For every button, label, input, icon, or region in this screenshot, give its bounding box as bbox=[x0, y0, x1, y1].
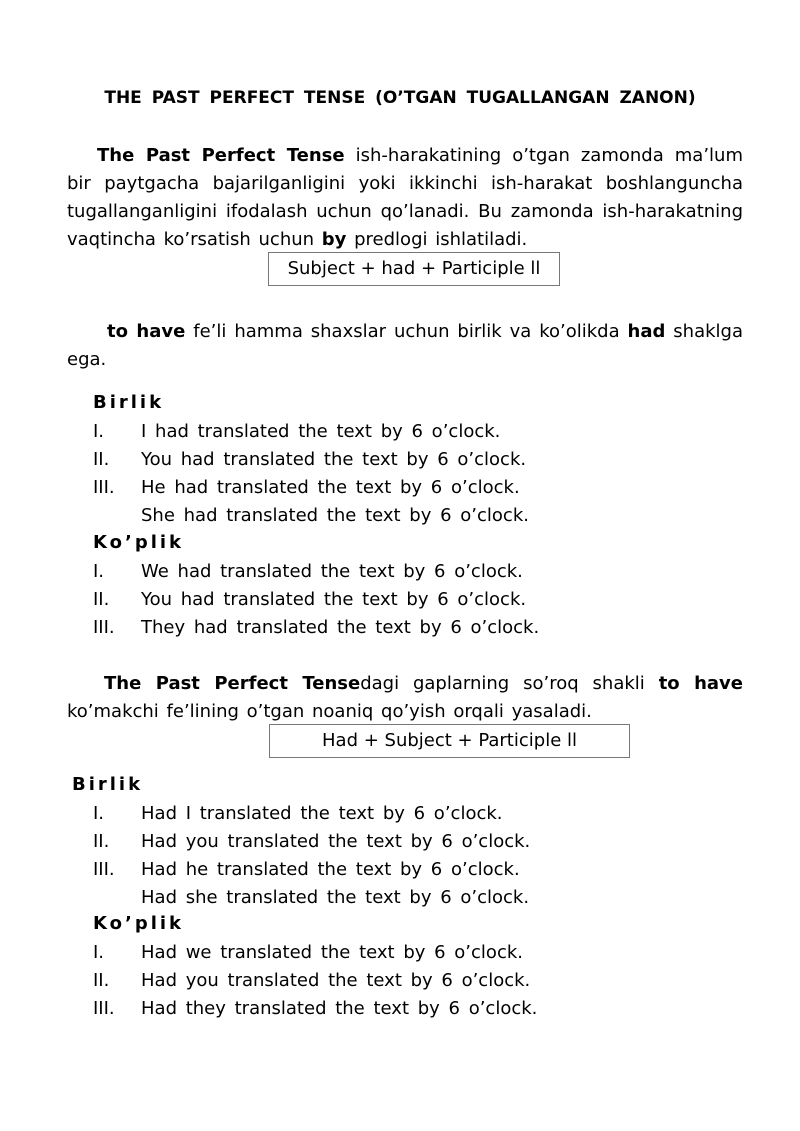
intro-bold-lead: The Past Perfect Tense bbox=[97, 145, 345, 166]
question-singular-heading: Birlik bbox=[72, 774, 144, 795]
list-number: II. bbox=[93, 970, 110, 991]
list-number: II. bbox=[93, 831, 110, 852]
list-number: III. bbox=[93, 617, 115, 638]
example-sentence: I had translated the text by 6 o’clock. bbox=[141, 421, 501, 442]
example-sentence: She had translated the text by 6 o’clock. bbox=[141, 505, 529, 526]
formula-affirmative: Subject + had + Participle ll bbox=[268, 252, 560, 286]
example-sentence: You had translated the text by 6 o’clock. bbox=[141, 449, 527, 470]
example-sentence: They had translated the text by 6 o’clock. bbox=[141, 617, 540, 638]
intro-bold-by: by bbox=[321, 229, 347, 250]
have-text-b: shaklga ega. bbox=[67, 321, 744, 370]
question-bold-lead: The Past Perfect Tense bbox=[104, 673, 361, 694]
formula-question: Had + Subject + Participle ll bbox=[269, 724, 630, 758]
list-number: I. bbox=[93, 421, 105, 442]
example-sentence: Had I translated the text by 6 o’clock. bbox=[141, 803, 503, 824]
have-bold-lead: to have bbox=[107, 321, 186, 342]
example-sentence: Had she translated the text by 6 o’clock. bbox=[141, 887, 530, 908]
list-number: I. bbox=[93, 561, 105, 582]
affirmative-singular-heading: Birlik bbox=[93, 392, 165, 413]
have-bold-had: had bbox=[627, 321, 666, 342]
question-bold-to-have: to have bbox=[658, 673, 743, 694]
example-sentence: Had he translated the text by 6 o’clock. bbox=[141, 859, 520, 880]
have-paragraph bbox=[67, 318, 743, 374]
list-number: I. bbox=[93, 803, 105, 824]
example-sentence: We had translated the text by 6 o’clock. bbox=[141, 561, 523, 582]
question-paragraph bbox=[67, 670, 743, 726]
example-sentence: Had they translated the text by 6 o’clock. bbox=[141, 998, 538, 1019]
list-number: III. bbox=[93, 859, 115, 880]
list-number: II. bbox=[93, 589, 110, 610]
list-number: III. bbox=[93, 477, 115, 498]
question-text-b: ko’makchi fe’lining o’tgan noaniq qo’yish orqali yasaladi. bbox=[67, 701, 592, 722]
affirmative-plural-heading: Ko’plik bbox=[93, 532, 185, 553]
list-number: III. bbox=[93, 998, 115, 1019]
page-title: THE PAST PERFECT TENSE (O’TGAN TUGALLANGAN ZANON) bbox=[104, 88, 696, 108]
intro-paragraph bbox=[67, 142, 743, 254]
example-sentence: Had you translated the text by 6 o’clock. bbox=[141, 831, 531, 852]
intro-text-a: ish-harakatining o’tgan zamonda ma’lum bir paytgacha bajarilganligini yoki ikkinchi ish-harakat boshlanguncha tugallanganligini ifodalash uchun qo’lanadi. Bu zamonda ish-harakatning vaqtincha ko’rsatish uchun bbox=[67, 145, 743, 250]
example-sentence: You had translated the text by 6 o’clock. bbox=[141, 589, 527, 610]
list-number: II. bbox=[93, 449, 110, 470]
question-plural-heading: Ko’plik bbox=[93, 913, 185, 934]
example-sentence: Had you translated the text by 6 o’clock. bbox=[141, 970, 531, 991]
example-sentence: He had translated the text by 6 o’clock. bbox=[141, 477, 520, 498]
question-text-a: dagi gaplarning so’roq shakli bbox=[360, 673, 659, 694]
intro-text-b: predlogi ishlatiladi. bbox=[346, 229, 528, 250]
list-number: I. bbox=[93, 942, 105, 963]
example-sentence: Had we translated the text by 6 o’clock. bbox=[141, 942, 523, 963]
have-text-a: fe’li hamma shaxslar uchun birlik va ko’olikda bbox=[185, 321, 628, 342]
